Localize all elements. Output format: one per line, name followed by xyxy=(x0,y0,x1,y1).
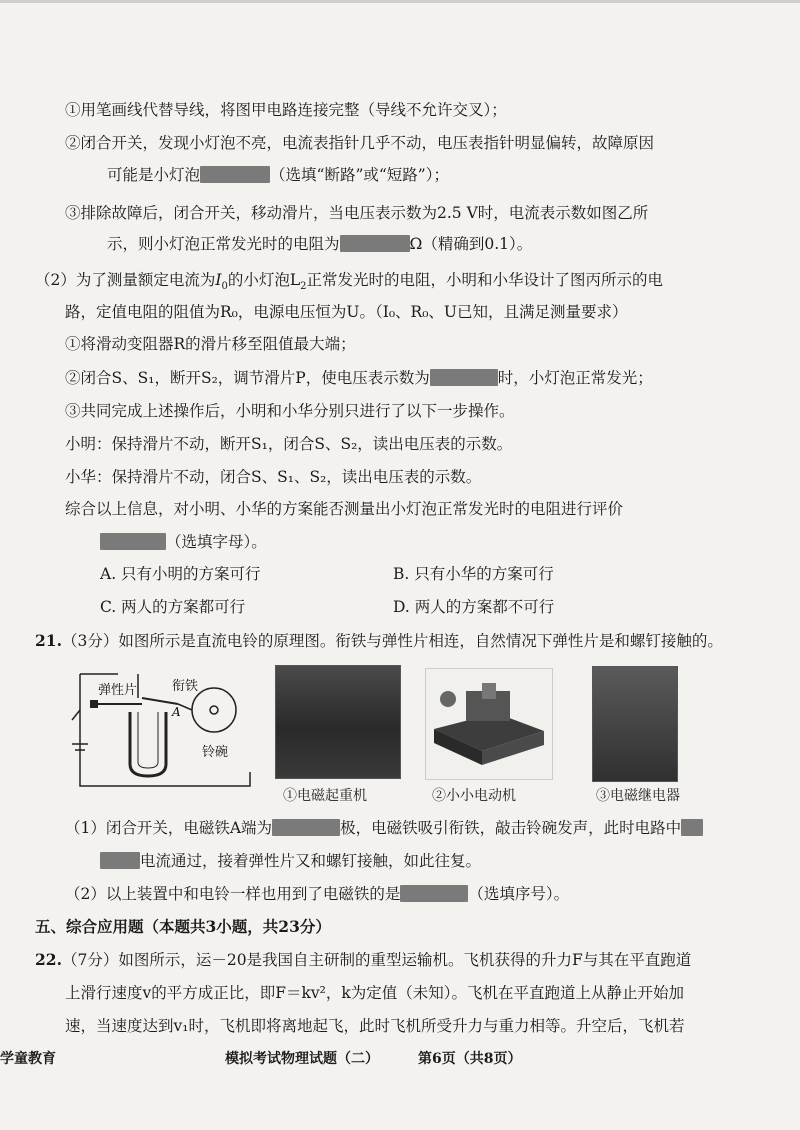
answer-blank xyxy=(340,235,410,252)
q21-sub2 xyxy=(65,884,569,904)
answer-blank xyxy=(100,852,140,869)
q22-line3: 速，当速度达到v₁时，飞机即将离地起飞，此时飞机所受升力与重力相等。升空后，飞机若 xyxy=(65,1017,685,1035)
part2-step3: ③共同完成上述操作后，小明和小华分别只进行了以下一步操作。 xyxy=(65,402,515,420)
answer-blank xyxy=(681,819,703,836)
electric-bell-diagram xyxy=(68,664,258,800)
label-bell-bowl: 铃碗 xyxy=(202,745,229,760)
option-a: A. 只有小明的方案可行 xyxy=(100,565,261,583)
answer-blank xyxy=(430,369,498,386)
part2-xiaohua: 小华：保持滑片不动，闭合S、S₁、S₂，读出电压表的示数。 xyxy=(65,468,482,486)
part2-step2-post: 时，小灯泡正常发光； xyxy=(497,369,653,387)
q21-sub1-pre: （1）闭合开关，电磁铁A端为 xyxy=(65,819,273,837)
label-armature: 衔铁 xyxy=(172,679,199,694)
q21-stem xyxy=(35,631,723,651)
part2-intro-sub2: 2 xyxy=(300,281,307,293)
page-top-edge xyxy=(0,0,800,3)
part1-q3-line2 xyxy=(107,234,532,254)
answer-blank xyxy=(272,819,340,836)
part2-step2 xyxy=(65,368,653,388)
answer-blank xyxy=(200,166,270,183)
part2-step1: ①将滑动变阻器R的滑片移至阻值最大端； xyxy=(65,335,356,353)
q22-line1-text: （7分）如图所示，运－20是我国自主研制的重型运输机。飞机获得的升力F与其在平直跑道 xyxy=(61,951,692,969)
part2-xiaoming: 小明：保持滑片不动，断开S₁，闭合S、S₂，读出电压表的示数。 xyxy=(65,435,513,453)
part2-intro-line1 xyxy=(35,270,663,297)
q21-sub1-line2-post: 电流通过，接着弹性片又和螺钉接触，如此往复。 xyxy=(140,852,482,870)
part1-q2-pre: 可能是小灯泡 xyxy=(107,166,201,184)
option-d: D. 两人的方案都不可行 xyxy=(393,598,555,616)
relay-photo xyxy=(592,666,678,782)
caption-motor: ②小小电动机 xyxy=(432,788,516,804)
part2-intro-c: 正常发光时的电阻，小明和小华设计了图丙所示的电 xyxy=(306,271,664,289)
part1-q3-line1: ③排除故障后，闭合开关，移动滑片，当电压表示数为2.5 V时，电流表示数如图乙所 xyxy=(65,204,649,222)
mount-block xyxy=(90,700,98,708)
q21-sub1-line1 xyxy=(65,818,703,838)
answer-blank xyxy=(400,885,468,902)
q21-sub1-mid: 极，电磁铁吸引衔铁，敲击铃碗发声，此时电路中 xyxy=(340,819,682,837)
option-c: C. 两人的方案都可行 xyxy=(100,598,246,616)
part2-eval-line2 xyxy=(100,532,267,552)
label-spring-plate: 弹性片 xyxy=(98,683,138,698)
part2-intro-line2: 路，定值电阻的阻值为R₀，电源电压恒为U。（I₀、R₀、U已知，且满足测量要求） xyxy=(65,303,628,321)
caption-crane: ①电磁起重机 xyxy=(283,788,367,804)
bell-bowl xyxy=(192,688,236,732)
bell-center xyxy=(210,706,218,714)
footer-publisher: 学童教育 xyxy=(0,1051,56,1067)
q21-sub2-pre: （2）以上装置中和电铃一样也用到了电磁铁的是 xyxy=(65,885,401,903)
caption-relay: ③电磁继电器 xyxy=(596,788,680,804)
part1-q1: ①用笔画线代替导线，将图甲电路连接完整（导线不允许交叉）； xyxy=(65,101,507,119)
electromagnetic-crane-photo xyxy=(275,665,401,779)
u-electromagnet-inner xyxy=(138,712,158,768)
switch xyxy=(72,710,80,720)
q22-line2: 上滑行速度v的平方成正比，即F＝kv²，k为定值（未知）。飞机在平直跑道上从静止开始加 xyxy=(65,984,685,1002)
part2-step2-pre: ②闭合S、S₁，断开S₂，调节滑片P，使电压表示数为 xyxy=(65,369,430,387)
part2-eval-line: 综合以上信息，对小明、小华的方案能否测量出小灯泡正常发光时的电阻进行评价 xyxy=(65,500,624,518)
part2-intro-i: I xyxy=(215,271,222,289)
part2-intro-a: （2）为了测量额定电流为 xyxy=(35,271,216,289)
small-motor-illustration xyxy=(426,669,552,779)
part2-intro-b: 的小灯泡L xyxy=(227,271,301,289)
answer-blank xyxy=(100,533,166,550)
q22-line1 xyxy=(35,950,691,970)
part1-q2-line2 xyxy=(107,165,449,185)
part2-eval-post: （选填字母）。 xyxy=(166,533,267,551)
small-motor-photo xyxy=(425,668,553,780)
u-electromagnet xyxy=(130,712,166,776)
q21-number: 21. xyxy=(35,631,62,650)
option-b: B. 只有小华的方案可行 xyxy=(393,565,554,583)
label-a: A xyxy=(172,705,181,719)
section-five-heading: 五、综合应用题（本题共3小题，共23分） xyxy=(35,917,331,936)
part1-q3-pre: 示，则小灯泡正常发光时的电阻为 xyxy=(107,235,340,253)
q21-text: （3分）如图所示是直流电铃的原理图。衔铁与弹性片相连，自然情况下弹性片是和螺钉接触的。 xyxy=(61,632,723,650)
part1-q3-post: Ω（精确到0.1）。 xyxy=(409,235,533,253)
footer-page-number: 第6页（共8页） xyxy=(418,1051,522,1067)
armature xyxy=(142,698,178,704)
part1-q2-post: （选填“断路”或“短路”）； xyxy=(270,166,449,184)
part1-q2-line1: ②闭合开关，发现小灯泡不亮，电流表指针几乎不动，电压表指针明显偏转，故障原因 xyxy=(65,134,655,152)
q21-sub1-line2 xyxy=(100,851,481,871)
q22-number: 22. xyxy=(35,950,62,969)
part2-intro-sub0: 0 xyxy=(221,281,228,293)
q21-sub2-post: （选填序号）。 xyxy=(468,885,570,903)
footer-title: 模拟考试物理试题（二） xyxy=(225,1051,379,1067)
